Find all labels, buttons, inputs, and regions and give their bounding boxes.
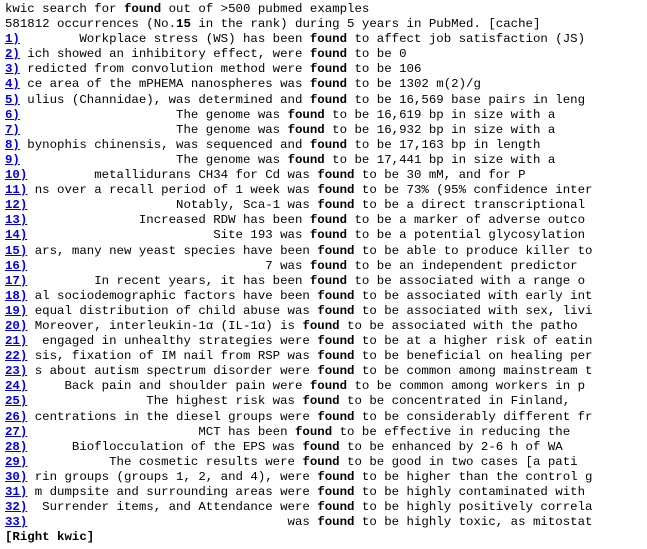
left-context: bynophis chinensis, was sequenced and [19,137,310,152]
right-context: to be associated with the patho [339,318,578,333]
left-context: ulius (Channidae), was determined and [19,92,310,107]
kwic-row [5,410,647,425]
right-context: to be beneficial on healing per [354,349,593,364]
kwic-row [5,304,647,319]
right-context: to be 17,163 bp in length [347,137,541,152]
result-number-link[interactable]: 27) [5,424,28,439]
keyword-match: found [302,454,340,469]
left-context: ich showed an inhibitory effect, were [19,47,310,62]
left-context: Workplace stress (WS) has been [19,32,310,47]
right-context: to be highly toxic, as mitostat [354,515,593,530]
kwic-row [5,244,647,259]
occurrence-info-line [5,17,647,32]
keyword-match: found [317,349,355,364]
result-number-link[interactable]: 7) [5,122,20,137]
kwic-row [5,334,647,349]
keyword-match: found [317,183,355,198]
result-number-link[interactable]: 25) [5,394,28,409]
right-context: to be 16,569 base pairs in leng [347,92,586,107]
rank-number: 15 [176,17,191,32]
keyword-match: found [309,32,348,47]
kwic-row [5,228,647,243]
keyword-match: found [309,47,348,62]
keyword-match: found [317,364,355,379]
keyword-match: found [317,198,355,213]
keyword-match: found [317,515,355,530]
right-context: to affect job satisfaction (JS) [347,32,586,47]
search-summary-line [5,2,647,17]
keyword-match: found [309,92,348,107]
kwic-row [5,198,647,213]
left-context: Back pain and shoulder pain were [27,379,310,394]
left-context: Notably, Sca-1 was [27,198,318,213]
result-number-link[interactable]: 20) [5,318,28,333]
right-context: to be 73% (95% confidence inter [354,183,593,198]
kwic-row [5,289,647,304]
keyword-match: found [309,213,348,228]
result-number-link[interactable]: 2) [5,47,20,62]
kwic-row [5,183,647,198]
result-number-link[interactable]: 28) [5,439,28,454]
footer-line [5,530,647,545]
search-keyword: found [123,2,162,16]
result-number-link[interactable]: 11) [5,183,28,198]
kwic-row [5,108,647,123]
keyword-match: found [317,288,355,303]
right-context: to be highly positively correla [354,500,593,515]
right-context: to be able to produce killer to [354,243,593,258]
keyword-match: found [295,424,333,439]
kwic-row [5,379,647,394]
result-number-link[interactable]: 19) [5,303,28,318]
result-number-link[interactable]: 22) [5,349,28,364]
keyword-match: found [309,228,348,243]
keyword-match: found [317,409,355,424]
kwic-row [5,213,647,228]
right-context: to be common among mainstream t [354,364,593,379]
result-number-link[interactable]: 16) [5,258,28,273]
right-context: to be associated with sex, livi [354,303,593,318]
keyword-match: found [309,258,348,273]
keyword-match: found [317,168,355,183]
keyword-match: found [287,122,325,137]
result-number-link[interactable]: 18) [5,288,28,303]
right-kwic-link[interactable]: [Right kwic] [5,530,95,545]
left-context: Moreover, interleukin-1α (IL-1α) is [27,318,303,333]
result-number-link[interactable]: 3) [5,62,20,77]
right-context: to be at a higher risk of eatin [354,334,593,349]
kwic-row [5,470,647,485]
right-context: to be 1302 m(2)/g [347,77,481,92]
keyword-match: found [302,318,340,333]
right-context: to be a marker of adverse outco [347,213,586,228]
kwic-row [5,62,647,77]
left-context: The genome was [19,122,288,137]
kwic-row [5,349,647,364]
result-number-link[interactable]: 15) [5,243,28,258]
left-context: centrations in the diesel groups were [27,409,318,424]
left-context: ars, many new yeast species have been [27,243,318,258]
kwic-row [5,364,647,379]
keyword-match: found [287,152,325,167]
left-context: The genome was [19,107,288,122]
right-context: to be common among workers in p [347,379,586,394]
kwic-row [5,153,647,168]
kwic-row [5,274,647,289]
result-number-link[interactable]: 5) [5,92,20,107]
right-context: to be considerably different fr [354,409,593,424]
keyword-match: found [317,303,355,318]
result-number-link[interactable]: 23) [5,364,28,379]
left-context: Surrender items, and Attendance were [27,500,318,515]
result-number-link[interactable]: 4) [5,77,20,92]
result-number-link[interactable]: 24) [5,379,28,394]
right-context: to be effective in reducing the [332,424,571,439]
result-number-link[interactable]: 26) [5,409,28,424]
result-number-link[interactable]: 9) [5,152,20,167]
kwic-row [5,123,647,138]
result-number-link[interactable]: 1) [5,32,20,47]
right-context: to be 0 [347,47,407,62]
result-number-link[interactable]: 8) [5,137,20,152]
right-context: to be concentrated in Finland, [339,394,571,409]
keyword-match: found [309,137,348,152]
kwic-row [5,319,647,334]
left-context: 7 was [27,258,310,273]
result-number-link[interactable]: 6) [5,107,20,122]
left-context: Bioflocculation of the EPS was [27,439,303,454]
kwic-row [5,394,647,409]
result-number-link[interactable]: 32) [5,500,28,515]
left-context: equal distribution of child abuse was [27,303,318,318]
occurrence-suffix: in the rank) during 5 years in PubMed. [cache] [190,17,541,32]
left-context: ce area of the mPHEMA nanospheres was [19,77,310,92]
kwic-row [5,47,647,62]
left-context: redicted from convolution method were [19,62,310,77]
result-number-link[interactable]: 33) [5,515,28,530]
result-number-link[interactable]: 14) [5,228,28,243]
left-context: MCT has been [27,424,295,439]
kwic-row [5,455,647,470]
left-context: In recent years, it has been [27,273,310,288]
left-context: The genome was [19,152,288,167]
kwic-row [5,93,647,108]
keyword-match: found [302,394,340,409]
kwic-row [5,32,647,47]
right-context: to be associated with early int [354,288,593,303]
left-context: was [27,515,318,530]
kwic-row [5,259,647,274]
result-number-link[interactable]: 21) [5,334,28,349]
kwic-row [5,138,647,153]
keyword-match: found [302,439,340,454]
right-context: to be highly contaminated with [354,485,586,499]
kwic-row [5,500,647,515]
right-context: to be an independent predictor [347,258,578,273]
summary-prefix: kwic search for [5,2,124,16]
left-context: Site 193 was [27,228,310,243]
summary-suffix: out of >500 pubmed examples [161,2,370,16]
keyword-match: found [287,107,325,122]
keyword-match: found [317,243,355,258]
left-context: m dumpsite and surrounding areas were [27,485,318,499]
result-number-link[interactable]: 29) [5,454,28,469]
result-number-link[interactable]: 10) [5,168,28,183]
kwic-results-list [5,32,647,530]
right-context: to be higher than the control g [354,469,593,484]
keyword-match: found [317,485,355,499]
keyword-match: found [317,334,355,349]
right-context: to be 106 [347,62,422,77]
result-number-link[interactable]: 31) [5,485,28,499]
keyword-match: found [309,273,348,288]
kwic-row [5,515,647,530]
right-context: to be a potential glycosylation [347,228,586,243]
left-context: rin groups (groups 1, 2, and 4), were [27,469,318,484]
right-context: to be a direct transcriptional [354,198,586,213]
keyword-match: found [309,379,348,394]
right-context: to be 16,932 bp in size with a [324,122,556,137]
left-context: The highest risk was [27,394,303,409]
right-context: to be good in two cases [a pati [339,454,578,469]
result-number-link[interactable]: 12) [5,198,28,213]
left-context: engaged in unhealthy strategies were [27,334,318,349]
right-context: to be 16,619 bp in size with a [324,107,556,122]
right-context: to be 30 mM, and for P [354,168,526,183]
left-context: Increased RDW has been [27,213,310,228]
result-number-link[interactable]: 17) [5,273,28,288]
kwic-row [5,485,647,500]
left-context: The cosmetic results were [27,454,303,469]
left-context: s about autism spectrum disorder were [27,364,318,379]
kwic-row [5,425,647,440]
result-number-link[interactable]: 30) [5,469,28,484]
occurrence-prefix: 581812 occurrences (No. [5,17,177,32]
result-number-link[interactable]: 13) [5,213,28,228]
right-context: to be enhanced by 2-6 h of WA [339,439,563,454]
keyword-match: found [317,500,355,515]
keyword-match: found [309,77,348,92]
left-context: ns over a recall period of 1 week was [27,183,318,198]
left-context: sis, fixation of IM nail from RSP was [27,349,318,364]
right-context: to be associated with a range o [347,273,586,288]
keyword-match: found [309,62,348,77]
kwic-row [5,440,647,455]
kwic-row [5,77,647,92]
right-context: to be 17,441 bp in size with a [324,152,556,167]
left-context: metallidurans CH34 for Cd was [27,168,318,183]
keyword-match: found [317,469,355,484]
kwic-row [5,168,647,183]
left-context: al sociodemographic factors have been [27,288,318,303]
